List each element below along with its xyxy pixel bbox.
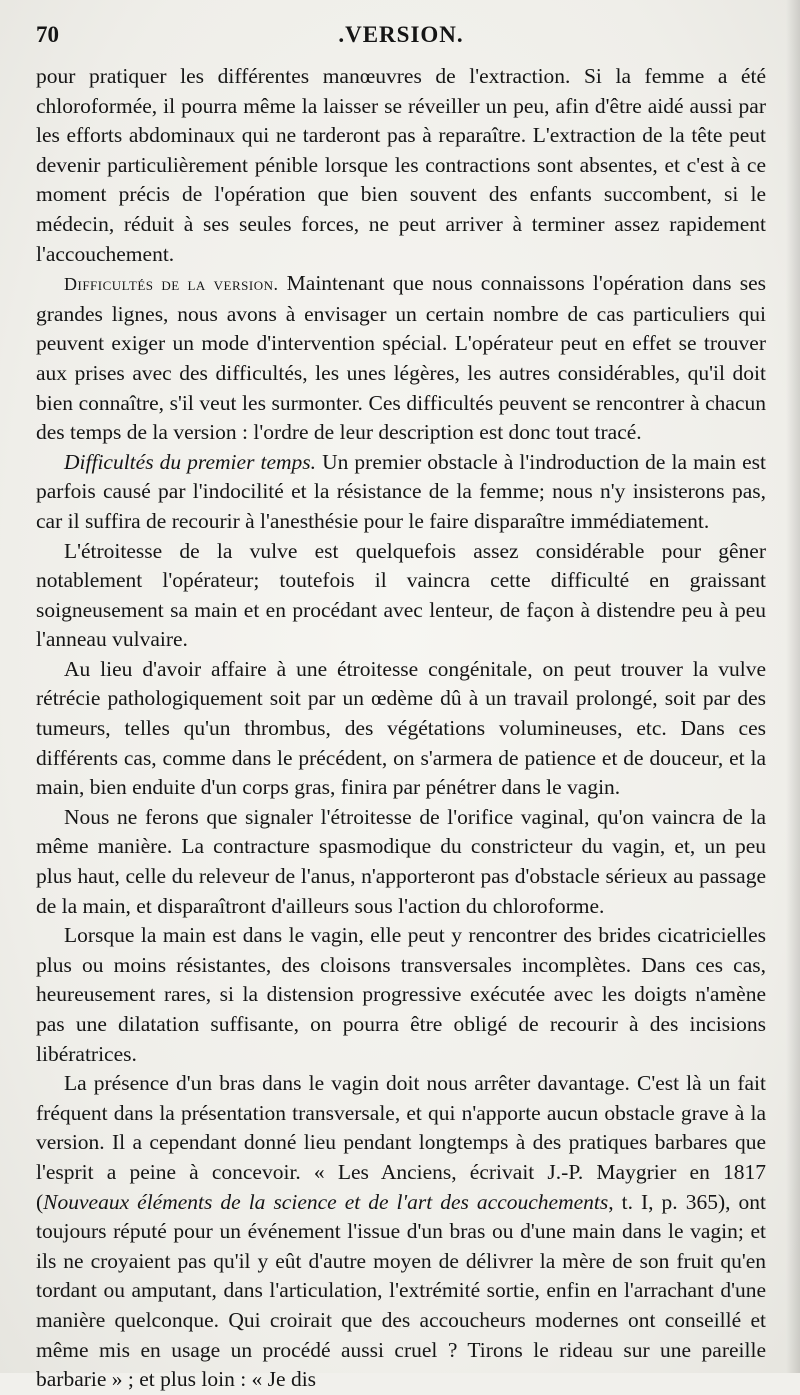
paragraph-text: pour pratiquer les différentes manœuvres de l'extraction. Si la femme a été chloroformée, il pourra même la laisser se réveiller un peu, afin d'être aidé aussi par les efforts abdominaux qui ne tarderont pas à reparaître. L'extraction de la tête peut devenir particulièrement pénible lorsque les contractions sont absentes, et c'est à ce moment précis de l'opération que bien souvent des enfants succombent, si le médecin, réduit à ses seules forces, ne peut arriver à terminer assez rapidement l'accouchement.: [36, 64, 766, 266]
paragraph-text: Maintenant que nous connaissons l'opération dans ses grandes lignes, nous avons à envisager un certain nombre de cas particuliers qui peuvent exiger un mode d'intervention spécial. L'opérateur peut en effet se trouver aux prises avec des difficultés, les unes légères, les autres considérables, qu'il doit bien connaître, s'il veut les surmonter. Ces difficultés peuvent se rencontrer à chacun des temps de la version : l'ordre de leur description est donc tout tracé.: [36, 271, 766, 445]
paragraph-orifice-vaginal: [36, 803, 766, 921]
paragraph-text-after: , t. I, p. 365), ont toujours réputé pour un événement l'issue d'un bras ou d'une main dans le vagin; et ils ne croyaient pas qu'il y eût d'autre moyen de délivrer la mère de son fruit qu'en tordant ou amputant, dans l'articulation, l'extrémité sortie, enfin en l'arrachant d'une manière quelconque. Qui croirait que des accoucheurs modernes ont conseillé et même mis en usage un procédé aussi cruel ? Tirons le rideau sur une pareille barbarie » ; et plus loin : « Je dis: [36, 1189, 766, 1392]
paragraph-text: L'étroitesse de la vulve est quelquefois assez considérable pour gêner notablement l'opérateur; toutefois il vaincra cette difficulté en graissant soigneusement sa main et en procédant avec lenteur, de façon à distendre peu à peu l'anneau vulvaire.: [36, 538, 766, 652]
running-title: .VERSION.: [338, 22, 464, 47]
paragraph-text: Au lieu d'avoir affaire à une étroitesse congénitale, on peut trouver la vulve rétrécie pathologiquement soit par un œdème dû à un travail prolongé, soit par des tumeurs, telles qu'un thrombus, des végétations volumineuses, etc. Dans ces différents cas, comme dans le précédent, on s'armera de patience et de douceur, et la main, bien enduite d'un corps gras, finira par pénétrer dans le vagin.: [36, 656, 766, 800]
paragraph-text: Nous ne ferons que signaler l'étroitesse de l'orifice vaginal, qu'on vaincra de la même manière. La contracture spasmodique du constricteur du vagin, et, un peu plus haut, celle du releveur de l'anus, n'apporteront pas d'obstacle sérieux au passage de la main, et disparaîtront d'ailleurs sous l'action du chloroforme.: [36, 804, 766, 918]
page-number: 70: [36, 22, 59, 47]
paragraph-vulve-retrecie: [36, 655, 766, 803]
body-text: [36, 62, 766, 1395]
paragraph-etroitesse-vulve: [36, 537, 766, 655]
section-heading: Difficultés de la version.: [64, 274, 279, 295]
paragraph-text: La présence d'un bras dans le vagin doit nous arrêter davantage. C'est là un fait fréquent dans la présentation transversale, et qui n'apporte aucun obstacle grave à la version. Il a cependant donné lieu pendant longtemps à des pratiques barbares que l'esprit a peine à concevoir. « Les Anciens, écrivait J.-P. Maygrier en 1817 (: [36, 1071, 766, 1214]
paragraph-continuation: [36, 62, 766, 269]
paragraph-text: Lorsque la main est dans le vagin, elle peut y rencontrer des brides cicatricielles plus ou moins résistantes, des cloisons transversales incomplètes. Dans ces cas, heureusement rares, si la distension progressive exécutée avec les doigts n'amène pas une dilatation suffisante, on pourra être obligé de recourir à des incisions libératrices.: [36, 923, 766, 1066]
book-title-citation: Nouveaux éléments de la science et de l'art des accouchements: [43, 1189, 609, 1214]
paragraph-premier-temps: [36, 448, 766, 537]
subsection-heading: Difficultés du premier temps.: [64, 449, 317, 474]
paragraph-presence-bras: [36, 1069, 766, 1395]
paragraph-difficultes-version: [36, 269, 766, 448]
paragraph-text: Un premier obstacle à l'indroduction de la main est parfois causé par l'indocilité et la résistance de la femme; nous n'y insisterons pas, car il suffira de recourir à l'anesthésie pour le faire disparaître immédiatement.: [36, 449, 766, 533]
paragraph-brides-cicatricielles: [36, 921, 766, 1069]
running-head: [36, 22, 766, 56]
